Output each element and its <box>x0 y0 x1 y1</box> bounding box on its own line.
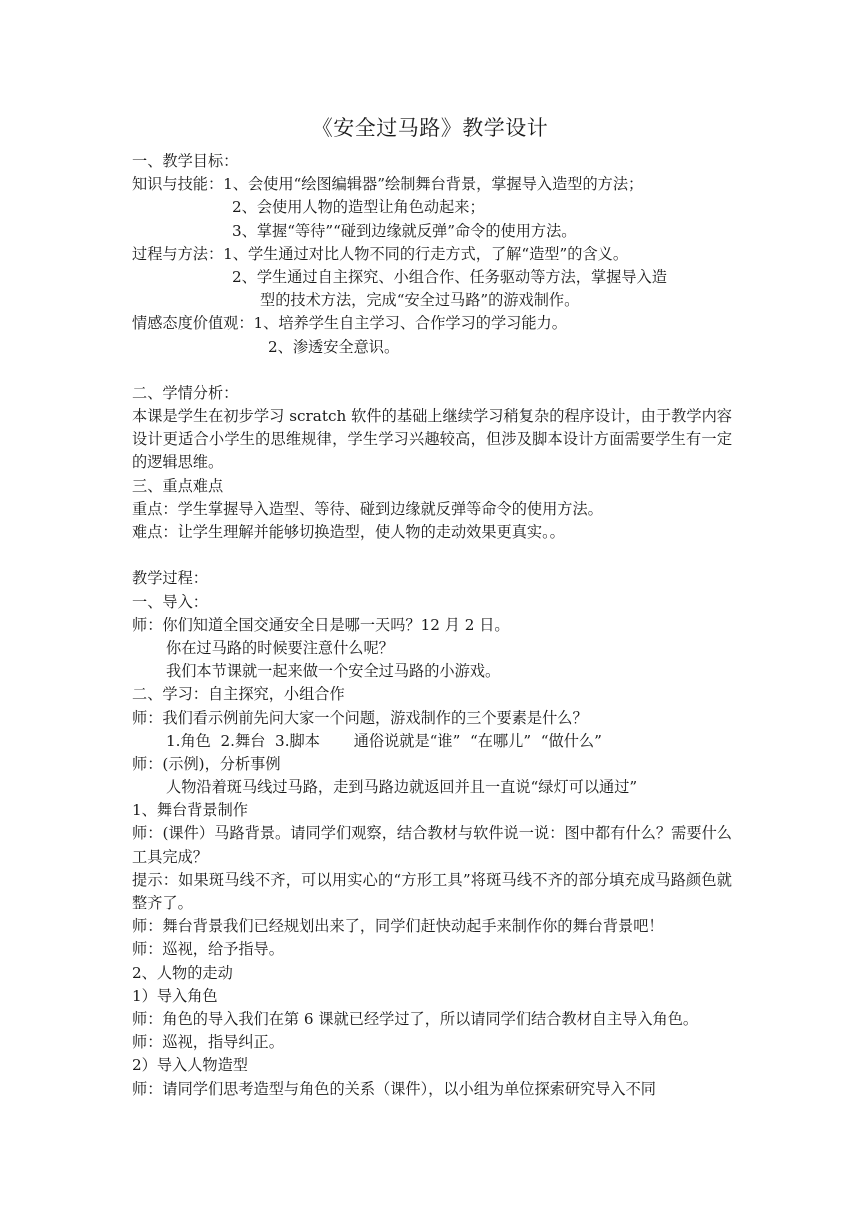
knowledge-label: 知识与技能： <box>132 175 224 194</box>
keypoint-difficult: 难点：让学生理解并能够切换造型，使人物的走动效果更真实。。 <box>132 523 565 542</box>
analysis-heading: 二、学情分析： <box>132 383 239 402</box>
walk-heading: 2、人物的走动 <box>132 963 233 982</box>
emotion-item-2: 2、渗透安全意识。 <box>268 337 400 356</box>
knowledge-item-1: 1、会使用“绘图编辑器”绘制舞台背景，掌握导入造型的方法； <box>223 175 644 194</box>
intro-teacher: 师：你们知道全国交通安全日是哪一天吗？12 月 2 日。 <box>132 615 510 634</box>
spacer <box>132 359 732 382</box>
intro-question-1: 你在过马路的时候要注意什么呢？ <box>166 638 394 657</box>
process-label: 过程与方法： <box>132 244 224 263</box>
learn-answer: 1.角色 2.舞台 3.脚本 通俗说就是“谁” “在哪儿” “做什么” <box>166 731 602 750</box>
document-body <box>132 150 732 1101</box>
emotion-item-1: 1、培养学生自主学习、合作学习的学习能力。 <box>253 314 567 333</box>
stage-heading: 1、舞台背景制作 <box>132 801 248 820</box>
intro-question-2: 我们本节课就一起来做一个安全过马路的小游戏。 <box>166 662 501 681</box>
stage-teacher-2: 师：舞台背景我们已经规划出来了，同学们赶快动起手来制作你的舞台背景吧！ <box>132 917 664 936</box>
document-title: 《安全过马路》教学设计 <box>311 116 549 140</box>
learn-teacher: 师：我们看示例前先问大家一个问题，游戏制作的三个要素是什么？ <box>132 708 588 727</box>
keypoint-key: 重点：学生掌握导入造型、等待、碰到边缘就反弹等命令的使用方法。 <box>132 499 603 518</box>
process-line-1 <box>132 243 732 266</box>
stage-teacher: 师：(课件）马路背景。请同学们观察，结合教材与软件说一说：图中都有什么？需要什么工具完成？ <box>132 824 732 866</box>
walk-sub-1: 1）导入角色 <box>132 986 218 1005</box>
knowledge-item-2: 2、会使用人物的造型让角色动起来； <box>232 198 485 217</box>
intro-heading: 一、导入： <box>132 592 208 611</box>
process-heading: 教学过程： <box>132 569 208 588</box>
learn-heading: 二、学习：自主探究，小组合作 <box>132 685 345 704</box>
stage-teacher-3: 师：巡视，给予指导。 <box>132 940 284 959</box>
learn-example: 师：(示例)，分析事例 <box>132 754 281 773</box>
knowledge-item-3: 3、掌握“等待”“碰到边缘就反弹”命令的使用方法。 <box>232 221 577 240</box>
process-item-2-cont: 型的技术方法，完成“安全过马路”的游戏制作。 <box>260 291 580 310</box>
spacer <box>132 544 732 567</box>
emotion-label: 情感态度价值观： <box>132 314 254 333</box>
stage-tip: 提示：如果斑马线不齐，可以用实心的“方形工具”将斑马线不齐的部分填充成马路颜色就整齐了。 <box>132 870 732 913</box>
keypoints-heading: 三、重点难点 <box>132 476 224 495</box>
knowledge-line-1 <box>132 173 732 196</box>
walk-sub-2: 2）导入人物造型 <box>132 1056 248 1075</box>
learn-example-desc: 人物沿着斑马线过马路，走到马路边就返回并且一直说“绿灯可以通过” <box>166 778 638 797</box>
walk-sub-2-teacher: 师：请同学们思考造型与角色的关系（课件），以小组为单位探索研究导入不同 <box>132 1079 656 1098</box>
process-item-2: 2、学生通过自主探究、小组合作、任务驱动等方法，掌握导入造 <box>232 267 667 286</box>
emotion-line-1 <box>132 312 732 335</box>
objectives-heading: 一、教学目标： <box>132 152 239 170</box>
walk-sub-1-teacher: 师：角色的导入我们在第 6 课就已经学过了，所以请同学们结合教材自主导入角色。 <box>132 1010 699 1029</box>
walk-sub-1-teacher-2: 师：巡视，指导纠正。 <box>132 1033 284 1052</box>
analysis-paragraph: 本课是学生在初步学习 scratch 软件的基础上继续学习稍复杂的程序设计，由于教学内容设计更适合小学生的思维规律，学生学习兴趣较高，但涉及脚本设计方面需要学生有一定的逻辑思维。 <box>132 407 732 472</box>
process-item-1: 1、学生通过对比人物不同的行走方式，了解“造型”的含义。 <box>223 244 629 263</box>
